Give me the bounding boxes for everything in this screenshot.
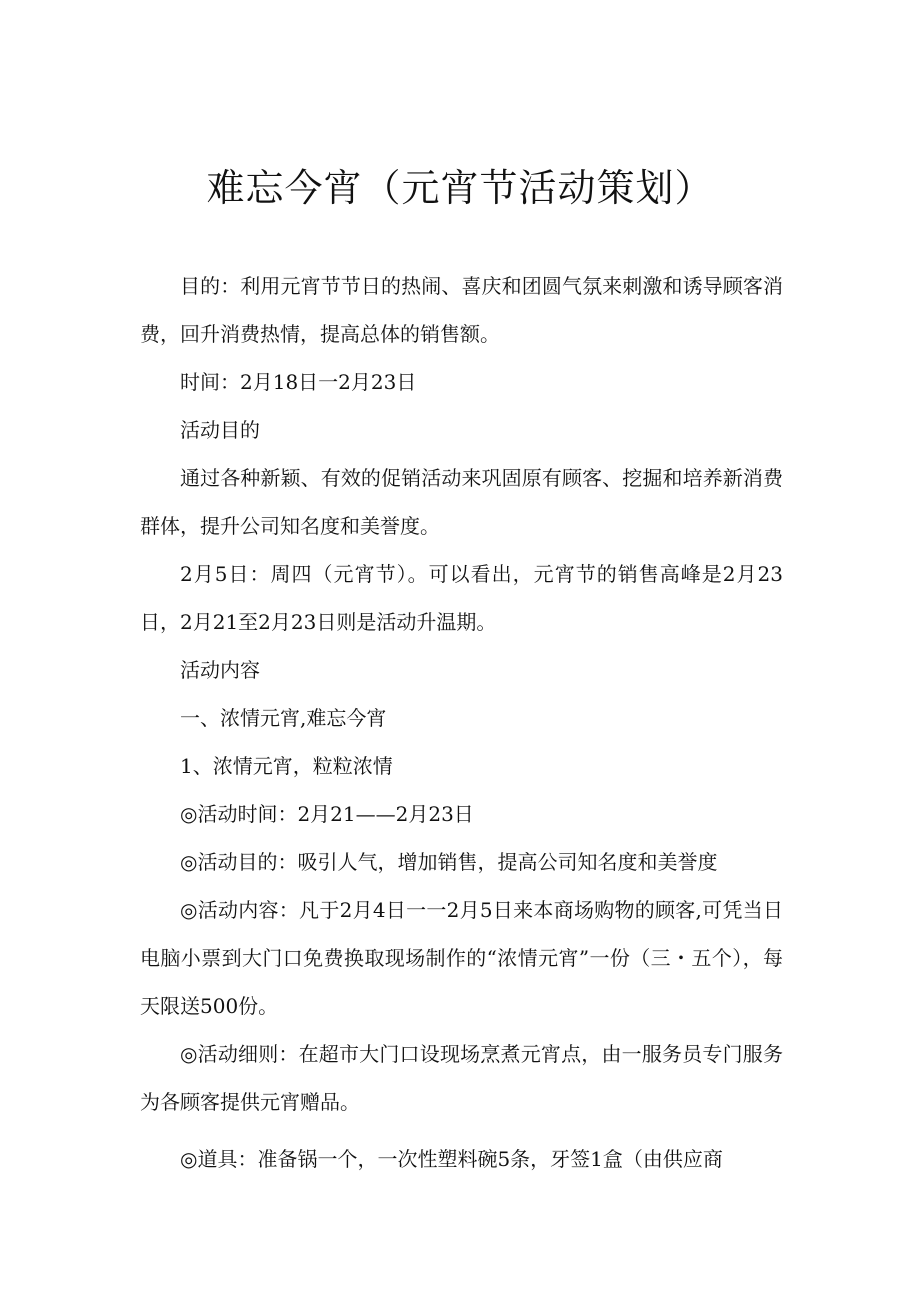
section-heading-activity-purpose: 活动目的 xyxy=(180,418,260,442)
paragraph-sales-peak: 2月5日：周四（元宵节）。可以看出，元宵节的销售高峰是2月23日，2月21至2月23日则是活动升温期。 xyxy=(140,562,783,634)
paragraph-activity-purpose: 通过各种新颖、有效的促销活动来巩固原有顾客、挖掘和培养新消费群体，提升公司知名度和美誉度。 xyxy=(140,466,783,538)
subsection-heading-one: 一、浓情元宵,难忘今宵 xyxy=(180,706,387,730)
paragraph-purpose: 目的：利用元宵节节日的热闹、喜庆和团圆气氛来刺激和诱导顾客消费，回升消费热情，提高总体的销售额。 xyxy=(140,274,783,346)
paragraph-props: ◎道具：准备锅一个，一次性塑料碗5条，牙签1盒（由供应商 xyxy=(180,1147,723,1171)
document-body xyxy=(140,262,783,1183)
paragraph-activity-time: ◎活动时间：2月21——2月23日 xyxy=(180,802,474,826)
paragraph-time: 时间：2月18日一2月23日 xyxy=(180,370,417,394)
paragraph-activity-details: ◎活动内容：凡于2月4日一一2月5日来本商场购物的顾客,可凭当日电脑小票到大门口免费换取现场制作的“浓情元宵”一份（三・五个），每天限送500份。 xyxy=(140,898,783,1018)
section-heading-activity-content: 活动内容 xyxy=(180,658,260,682)
subsection-heading-one-one: 1、浓情元宵，粒粒浓情 xyxy=(180,754,393,778)
paragraph-activity-goal: ◎活动目的：吸引人气，增加销售，提高公司知名度和美誉度 xyxy=(180,850,718,874)
paragraph-activity-rules: ◎活动细则：在超市大门口设现场烹煮元宵点，由一服务员专门服务为各顾客提供元宵赠品。 xyxy=(140,1042,783,1114)
document-title: 难忘今宵（元宵节活动策划） xyxy=(206,166,714,210)
